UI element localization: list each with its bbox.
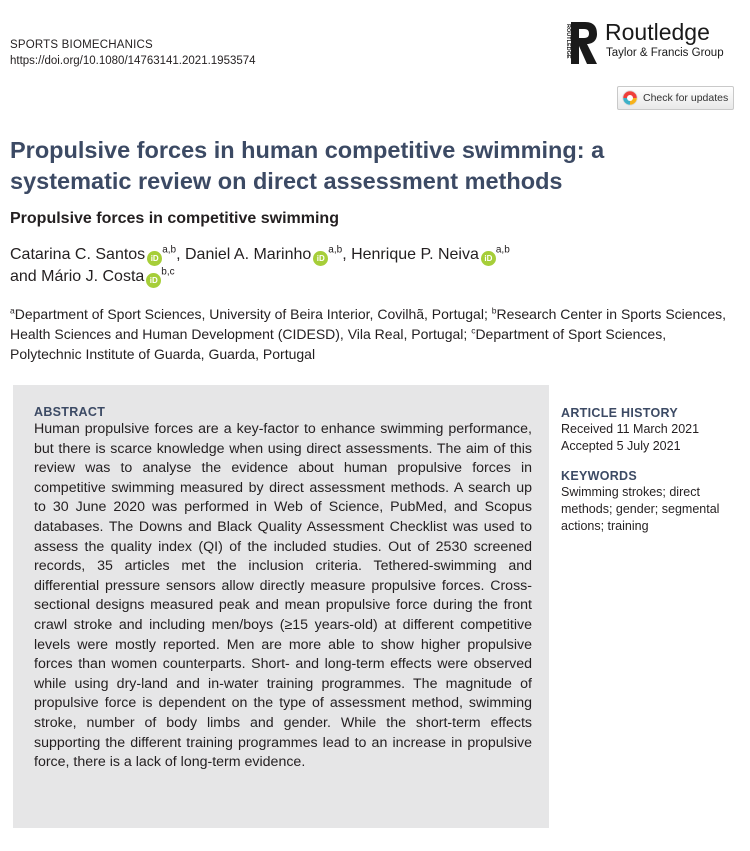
orcid-icon[interactable]: iD [147, 251, 162, 266]
orcid-icon[interactable]: iD [481, 251, 496, 266]
orcid-icon[interactable]: iD [146, 273, 161, 288]
author[interactable]: Henrique P. Neiva iD$^{a,b}$ [351, 246, 510, 263]
journal-header [10, 37, 256, 69]
author-list: Catarina C. Santos iD$^{a,b}$, Daniel A. Marinho iD$^{a,b}$, Henrique P. Neiva iD$^{a,b}$ and Mário J. Costa iD$^{b,c}$ [10, 244, 730, 288]
author[interactable]: and Mário J. Costa iD$^{b,c}$ [10, 268, 175, 285]
article-short-title: Propulsive forces in competitive swimming [10, 210, 339, 227]
doi-link[interactable]: https://doi.org/10.1080/14763141.2021.1953574 [10, 55, 256, 67]
journal-name: SPORTS BIOMECHANICS [10, 39, 153, 51]
abstract-text: Human propulsive forces are a key-factor to enhance swimming performance, but there is scarce knowledge when using direct assessments. The aim of this review was to analyse the evidence about human propulsive forces in competitive swimming measured by direct assessment methods. A search up to 30 June 2020 was performed in Web of Science, PubMed, and Scopus databases. The Downs and Black Quality Assessment Checklist was used to assess the quality index (QI) of the included studies. Out of 2530 screened records, 35 articles met the inclusion criteria. Tethered-swimming and differential pressure sensors allow directly measure propulsive forces. Cross-sectional designs measured peak and mean propulsive force during the front crawl stroke and including men/boys (≥15 years-old) at different competitive levels were mostly reported. Men are more able to show higher propulsive forces than women counterparts. Short- and long-term effects were observed while using dry-land and in-water training programmes. The magnitude of propulsive force is dependent on the type of assessment method, swimming stroke, number of body limbs and gender. While the short-term effects supporting the different training programmes lead to an increase in propulsive force, there is a lack of long-term evidence. [34, 421, 532, 771]
article-history-heading: ARTICLE HISTORY [561, 406, 679, 420]
orcid-icon[interactable]: iD [313, 251, 328, 266]
article-sidebar [561, 406, 746, 535]
crossmark-icon [622, 90, 638, 106]
check-for-updates-label: Check for updates [643, 92, 729, 104]
publisher-logo [563, 18, 743, 66]
received-date: Received 11 March 2021 [561, 422, 700, 436]
abstract-box [13, 385, 549, 828]
publisher-group: Taylor & Francis Group [606, 47, 724, 59]
affiliation-b: $^b$Research Center in Sports Sciences, Health Sciences and Human Development (CIDESD), Vila Real, Portugal; [10, 305, 727, 342]
abstract-heading: ABSTRACT [34, 405, 106, 419]
author[interactable]: Daniel A. Marinho iD$^{a,b}$ [185, 246, 342, 263]
publisher-name: Routledge [605, 19, 710, 45]
emblem-text: ROUTLEDGE [565, 24, 571, 59]
affiliations [10, 304, 735, 364]
keywords-text: Swimming strokes; direct methods; gender; segmental actions; training [561, 485, 720, 533]
check-for-updates-button[interactable] [617, 86, 734, 110]
affiliation-a: $^a$Department of Sport Sciences, University of Beira Interior, Covilhã, Portugal; [10, 305, 492, 322]
keywords-heading: KEYWORDS [561, 469, 638, 483]
author[interactable]: Catarina C. Santos iD$^{a,b}$ [10, 246, 176, 263]
routledge-emblem-icon [563, 20, 599, 66]
affiliation-c: $^c$Department of Sport Sciences, Polytechnic Institute of Guarda, Guarda, Portugal [10, 325, 667, 362]
accepted-date: Accepted 5 July 2021 [561, 439, 681, 453]
article-title: Propulsive forces in human competitive swimming: a systematic review on direct assessment methods [10, 137, 605, 194]
